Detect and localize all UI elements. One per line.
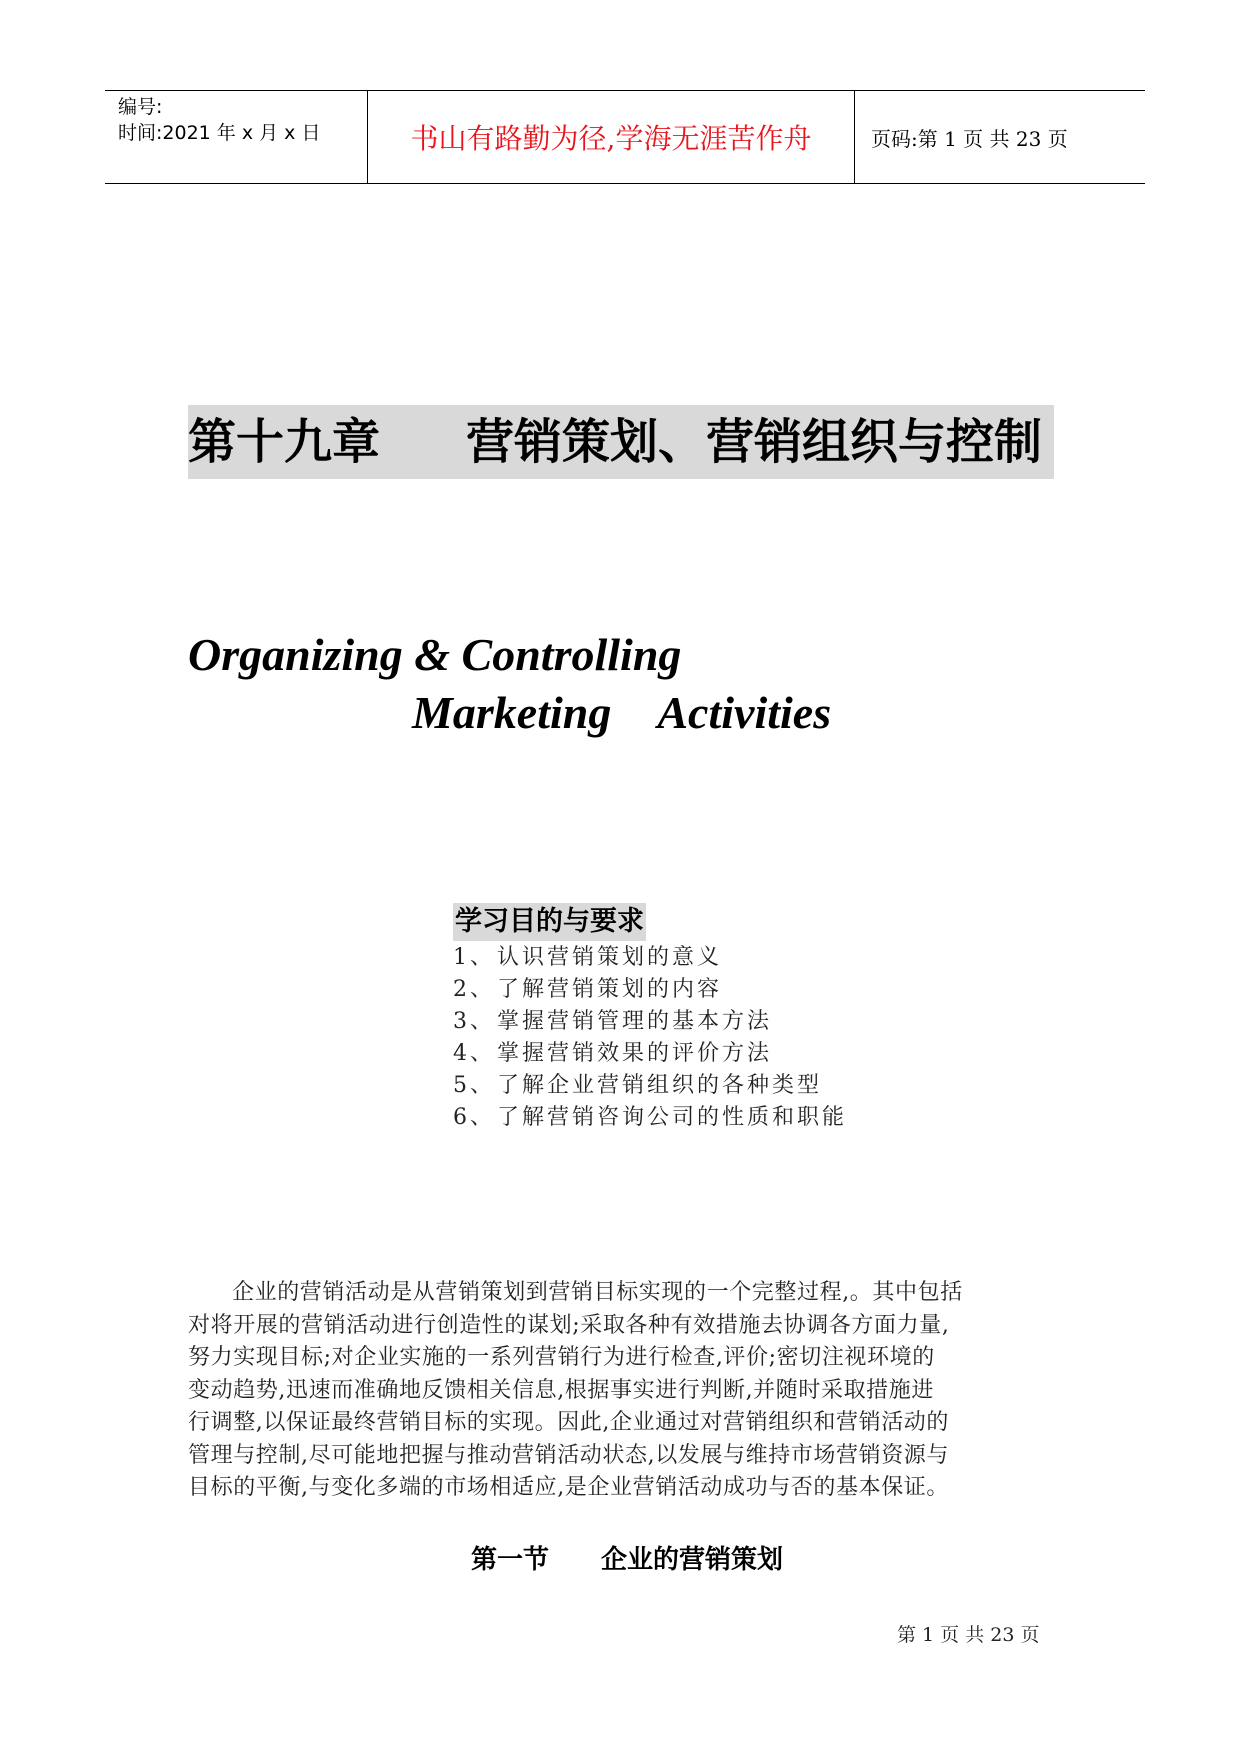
header-number-label: 编号: <box>118 96 163 118</box>
paragraph-line: 行调整,以保证最终营销目标的实现。因此,企业通过对营销组织和营销活动的 <box>188 1410 949 1435</box>
objective-text: 了解营销策划的内容 <box>497 977 723 1002</box>
paragraph-line: 目标的平衡,与变化多端的市场相适应,是企业营销活动成功与否的基本保证。 <box>188 1475 949 1500</box>
paragraph-line: 管理与控制,尽可能地把握与推动营销活动状态,以发展与维持市场营销资源与 <box>188 1442 949 1468</box>
objective-item <box>453 1038 847 1070</box>
intro-paragraph <box>188 1277 1054 1505</box>
objective-text: 掌握营销效果的评价方法 <box>497 1041 773 1066</box>
paragraph-line: 努力实现目标;对企业实施的一系列营销行为进行检查,评价;密切注视环境的 <box>188 1345 935 1370</box>
objectives-heading: 学习目的与要求 <box>453 903 646 941</box>
header-right-cell <box>855 91 1145 183</box>
objective-item <box>453 1006 847 1038</box>
page-footer: 第 1 页 共 23 页 <box>897 1624 1040 1646</box>
document-header <box>105 90 1145 184</box>
header-page-label: 页码:第 1 页 共 23 页 <box>871 126 1068 151</box>
header-middle-cell <box>368 91 855 183</box>
objective-item <box>453 1070 847 1102</box>
objective-item <box>453 974 847 1006</box>
section-number: 第一节 <box>471 1545 550 1575</box>
objectives-list <box>453 942 847 1134</box>
chapter-number: 第十九章 <box>188 414 381 470</box>
paragraph-line: 企业的营销活动是从营销策划到营销目标实现的一个完整过程,。其中包括 <box>232 1280 963 1305</box>
paragraph-line: 变动趋势,迅速而准确地反馈相关信息,根据事实进行判断,并随时采取措施进 <box>188 1377 934 1403</box>
objective-item <box>453 942 847 974</box>
english-title-word-activities: Activities <box>657 687 832 738</box>
header-motto: 书山有路勤为径,学海无涯苦作舟 <box>410 122 812 155</box>
header-left-cell <box>105 91 368 183</box>
section-title <box>471 1542 783 1578</box>
objective-number: 1、 <box>453 945 495 970</box>
objective-text: 掌握营销管理的基本方法 <box>497 1009 773 1034</box>
paragraph-line: 对将开展的营销活动进行创造性的谋划;采取各种有效措施去协调各方面力量, <box>188 1312 950 1338</box>
english-title-line1: Organizing & Controlling <box>188 629 682 680</box>
english-title-word-marketing: Marketing <box>412 687 612 738</box>
section-name: 企业的营销策划 <box>601 1545 784 1575</box>
header-time-label: 时间:2021 年 x 月 x 日 <box>118 122 321 144</box>
objective-number: 3、 <box>453 1009 495 1034</box>
objective-number: 5、 <box>453 1073 495 1098</box>
objective-text: 认识营销策划的意义 <box>497 945 723 970</box>
objective-number: 6、 <box>453 1105 495 1130</box>
chapter-name: 营销策划、营销组织与控制 <box>466 414 1043 470</box>
objective-text: 了解企业营销组织的各种类型 <box>497 1073 823 1098</box>
chapter-title <box>188 405 1054 479</box>
objective-number: 2、 <box>453 977 495 1002</box>
english-title-line2 <box>412 685 831 741</box>
objective-text: 了解营销咨询公司的性质和职能 <box>497 1105 848 1130</box>
objective-item <box>453 1102 847 1134</box>
objective-number: 4、 <box>453 1041 495 1066</box>
